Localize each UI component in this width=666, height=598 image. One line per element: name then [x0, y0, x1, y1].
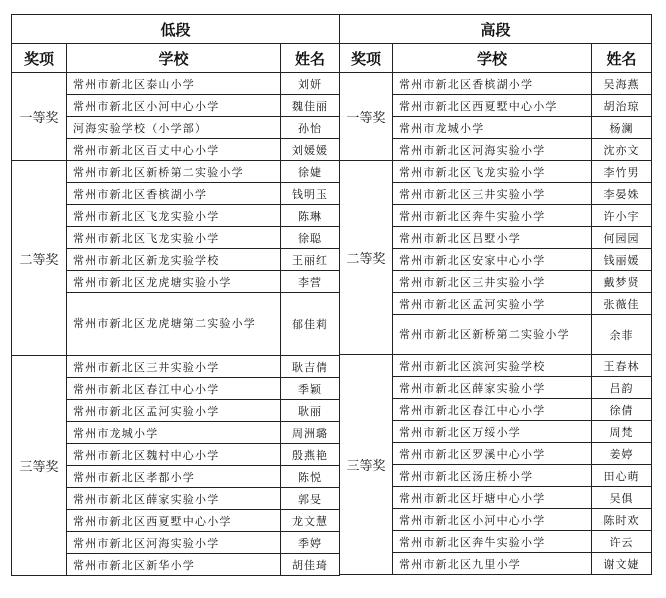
table-row-name: 郭旻	[281, 488, 340, 510]
table-row-school: 常州市新北区滨河实验学校	[393, 355, 592, 377]
table-row-name: 殷燕艳	[281, 444, 340, 466]
table-row-school: 常州市新北区汤庄桥小学	[393, 465, 592, 487]
table-row-name: 沈亦文	[592, 139, 652, 161]
low-school-header: 学校	[67, 44, 281, 73]
table-row-school: 常州市新北区三井实验小学	[393, 183, 592, 205]
table-row-school: 常州市新北区薛家实验小学	[393, 377, 592, 399]
table-row-school: 常州市新北区新桥第二实验小学	[393, 315, 592, 355]
table-row-school: 常州市新北区孟河实验小学	[393, 293, 592, 315]
low-award-first: 一等奖	[12, 73, 67, 161]
low-award-second: 二等奖	[12, 161, 67, 356]
table-row-name: 龙文慧	[281, 510, 340, 532]
table-row-name: 徐聪	[281, 227, 340, 249]
table-row-school: 常州市新北区香槟湖小学	[393, 73, 592, 95]
table-row-school: 常州市新北区孟河实验小学	[67, 400, 281, 422]
table-row-name: 陈琳	[281, 205, 340, 227]
table-row-school: 常州市新北区奔牛实验小学	[393, 531, 592, 553]
table-row-school: 常州市新北区新龙实验学校	[67, 249, 281, 271]
table-row-school: 常州市新北区春江中心小学	[393, 399, 592, 421]
table-row-school: 常州市新北区薛家实验小学	[67, 488, 281, 510]
table-row-school: 常州市新北区飞龙实验小学	[67, 205, 281, 227]
table-row-school: 常州市新北区百丈中心小学	[67, 139, 281, 161]
table-row-name: 陈悦	[281, 466, 340, 488]
table-row-school: 常州市龙城小学	[393, 117, 592, 139]
table-row-school: 常州市新北区圩塘中心小学	[393, 487, 592, 509]
table-row-school: 常州市新北区孝都小学	[67, 466, 281, 488]
table-row-school: 常州市新北区飞龙实验小学	[393, 161, 592, 183]
table-row-name: 耿丽	[281, 400, 340, 422]
table-row-school: 常州市新北区吕墅小学	[393, 227, 592, 249]
table-row-name: 徐婕	[281, 161, 340, 183]
table-row-school: 常州市新北区新桥第二实验小学	[67, 161, 281, 183]
table-row-name: 刘妍	[281, 73, 340, 95]
table-row-school: 常州市新北区奔牛实验小学	[393, 205, 592, 227]
high-award-first: 一等奖	[340, 73, 393, 161]
high-name-header: 姓名	[592, 44, 652, 73]
table-row-name: 何园园	[592, 227, 652, 249]
table-row-school: 常州市新北区河海实验小学	[393, 139, 592, 161]
low-name-header: 姓名	[281, 44, 340, 73]
table-row-school: 常州市新北区小河中心小学	[67, 95, 281, 117]
table-row-school: 常州市新北区春江中心小学	[67, 378, 281, 400]
table-row-name: 季婷	[281, 532, 340, 554]
table-row-school: 常州市新北区万绥小学	[393, 421, 592, 443]
table-row-name: 王春林	[592, 355, 652, 377]
table-row-school: 常州市新北区龙虎塘第二实验小学	[67, 293, 281, 356]
table-row-name: 杨澜	[592, 117, 652, 139]
high-award-header: 奖项	[340, 44, 393, 73]
low-award-header: 奖项	[12, 44, 67, 73]
table-row-school: 河海实验学校（小学部）	[67, 117, 281, 139]
table-row-name: 许小宇	[592, 205, 652, 227]
high-award-second: 二等奖	[340, 161, 393, 355]
table-row-name: 耿吉倩	[281, 356, 340, 378]
table-row-name: 许云	[592, 531, 652, 553]
table-row-name: 吴海燕	[592, 73, 652, 95]
low-section-table	[11, 14, 340, 576]
table-row-school: 常州市新北区河海实验小学	[67, 532, 281, 554]
table-row-name: 戴梦贤	[592, 271, 652, 293]
table-row-name: 吴俱	[592, 487, 652, 509]
table-row-name: 谢文婕	[592, 553, 652, 575]
low-section-title: 低段	[12, 15, 340, 44]
table-row-name: 李竹男	[592, 161, 652, 183]
high-section-table	[339, 14, 652, 575]
table-row-school: 常州市龙城小学	[67, 422, 281, 444]
table-row-name: 李晏姝	[592, 183, 652, 205]
table-row-name: 胡佳琦	[281, 554, 340, 576]
table-row-school: 常州市新北区三井实验小学	[67, 356, 281, 378]
low-award-third: 三等奖	[12, 356, 67, 576]
table-row-school: 常州市新北区安家中心小学	[393, 249, 592, 271]
table-row-name: 陈时欢	[592, 509, 652, 531]
table-row-name: 季颖	[281, 378, 340, 400]
table-row-school: 常州市新北区香槟湖小学	[67, 183, 281, 205]
table-row-name: 徐倩	[592, 399, 652, 421]
table-row-school: 常州市新北区罗溪中心小学	[393, 443, 592, 465]
table-row-name: 吕韵	[592, 377, 652, 399]
table-row-name: 周梵	[592, 421, 652, 443]
table-row-name: 刘媛媛	[281, 139, 340, 161]
table-row-name: 胡治琼	[592, 95, 652, 117]
table-row-school: 常州市新北区泰山小学	[67, 73, 281, 95]
table-row-school: 常州市新北区飞龙实验小学	[67, 227, 281, 249]
table-row-school: 常州市新北区小河中心小学	[393, 509, 592, 531]
table-row-name: 田心萌	[592, 465, 652, 487]
table-row-name: 姜婷	[592, 443, 652, 465]
table-row-name: 郁佳莉	[281, 293, 340, 356]
table-row-name: 钱明玉	[281, 183, 340, 205]
table-row-name: 余菲	[592, 315, 652, 355]
table-row-name: 周洲璐	[281, 422, 340, 444]
high-section-title: 高段	[340, 15, 652, 44]
table-row-name: 魏佳丽	[281, 95, 340, 117]
table-row-name: 孙怡	[281, 117, 340, 139]
table-row-name: 张薇佳	[592, 293, 652, 315]
table-row-school: 常州市新北区西夏墅中心小学	[67, 510, 281, 532]
table-row-school: 常州市新北区三井实验小学	[393, 271, 592, 293]
table-row-name: 钱丽媛	[592, 249, 652, 271]
table-row-school: 常州市新北区新华小学	[67, 554, 281, 576]
high-school-header: 学校	[393, 44, 592, 73]
table-row-name: 王丽红	[281, 249, 340, 271]
table-row-school: 常州市新北区魏村中心小学	[67, 444, 281, 466]
high-award-third: 三等奖	[340, 355, 393, 575]
table-row-school: 常州市新北区西夏墅中心小学	[393, 95, 592, 117]
table-row-name: 李营	[281, 271, 340, 293]
table-row-school: 常州市新北区九里小学	[393, 553, 592, 575]
table-row-school: 常州市新北区龙虎塘实验小学	[67, 271, 281, 293]
